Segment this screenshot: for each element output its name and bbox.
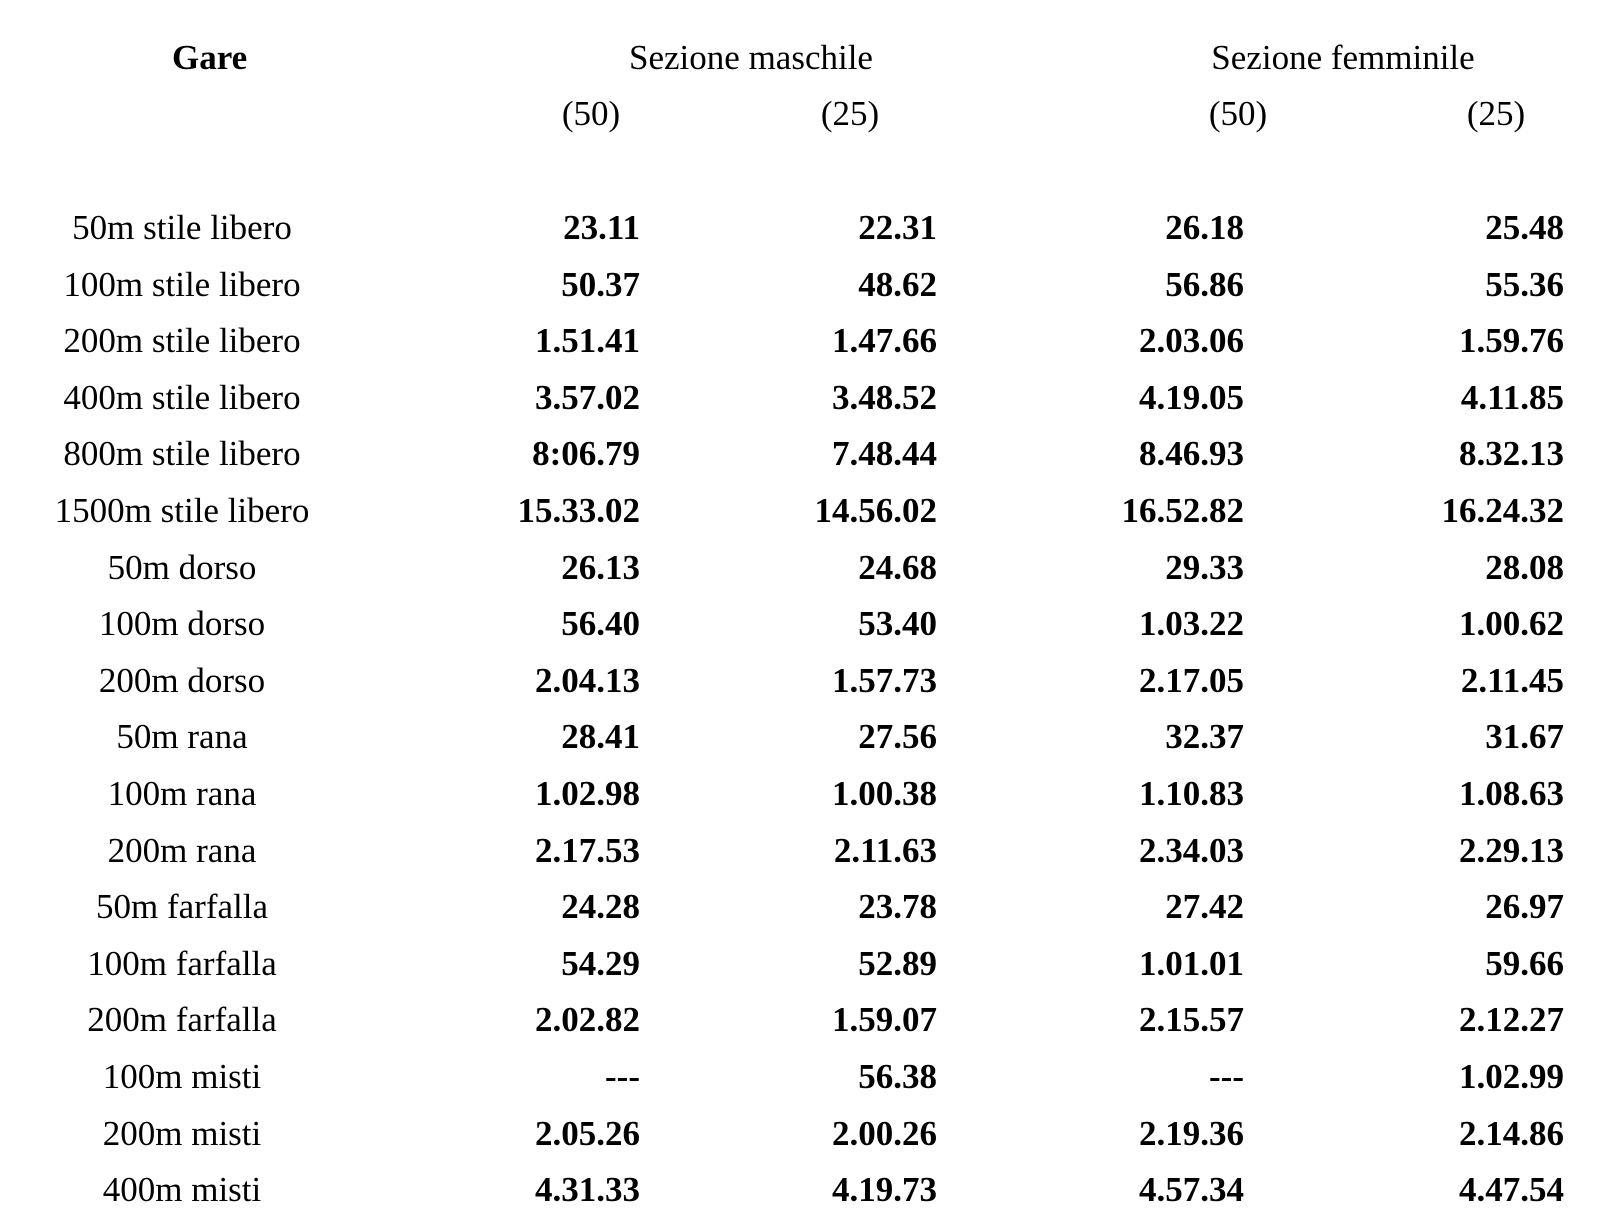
female-50m-pool-time: 32.37 — [1165, 717, 1244, 756]
event-name: 50m dorso — [107, 548, 257, 587]
male-25m-pool-time: 2.00.26 — [832, 1114, 937, 1153]
male-25m-pool-time: 1.47.66 — [832, 321, 937, 360]
table-row — [0, 940, 1620, 988]
event-name: 200m dorso — [98, 661, 266, 700]
table-row — [0, 261, 1620, 309]
female-25m-pool-time: 1.00.62 — [1459, 604, 1564, 643]
event-name: 100m farfalla — [87, 944, 277, 983]
table-row — [0, 770, 1620, 818]
event-name: 50m farfalla — [96, 887, 268, 926]
event-name: 1500m stile libero — [54, 491, 310, 530]
event-name: 200m farfalla — [87, 1000, 277, 1039]
male-section-header: Sezione maschile — [629, 38, 873, 77]
table-row — [0, 657, 1620, 705]
female-50m-pool-time: 16.52.82 — [1121, 491, 1244, 530]
female-50m-pool-time: 1.01.01 — [1139, 944, 1244, 983]
male-pool-25-header: (25) — [820, 94, 880, 133]
table-row — [0, 713, 1620, 761]
female-25m-pool-time: 26.97 — [1485, 887, 1564, 926]
male-50m-pool-time: 1.51.41 — [535, 321, 640, 360]
male-50m-pool-time: 8:06.79 — [532, 434, 640, 473]
female-25m-pool-time: 28.08 — [1485, 548, 1564, 587]
male-50m-pool-time: 23.11 — [563, 208, 640, 247]
table-row — [0, 827, 1620, 875]
male-25m-pool-time: 3.48.52 — [832, 378, 937, 417]
male-25m-pool-time: 52.89 — [858, 944, 937, 983]
male-25m-pool-time: 22.31 — [858, 208, 937, 247]
female-50m-pool-time: 2.15.57 — [1139, 1000, 1244, 1039]
table-row — [0, 600, 1620, 648]
event-name: 50m stile libero — [72, 208, 292, 247]
male-25m-pool-time: 14.56.02 — [814, 491, 937, 530]
female-50m-pool-time: 26.18 — [1165, 208, 1244, 247]
female-50m-pool-time: 2.17.05 — [1139, 661, 1244, 700]
male-25m-pool-time: 1.57.73 — [832, 661, 937, 700]
male-25m-pool-time: 23.78 — [858, 887, 937, 926]
female-50m-pool-time: 1.03.22 — [1139, 604, 1244, 643]
female-pool-50-header: (50) — [1208, 94, 1268, 133]
male-50m-pool-time: 15.33.02 — [517, 491, 640, 530]
male-50m-pool-time: 26.13 — [561, 548, 640, 587]
female-25m-pool-time: 59.66 — [1485, 944, 1564, 983]
female-25m-pool-time: 1.59.76 — [1459, 321, 1564, 360]
female-50m-pool-time: 2.19.36 — [1139, 1114, 1244, 1153]
female-25m-pool-time: 2.11.45 — [1460, 661, 1564, 700]
female-50m-pool-time: 27.42 — [1165, 887, 1244, 926]
event-name: 50m rana — [116, 717, 248, 756]
table-row — [0, 317, 1620, 365]
male-25m-pool-time: 4.19.73 — [832, 1170, 937, 1209]
female-50m-pool-time: 4.57.34 — [1139, 1170, 1244, 1209]
male-50m-pool-time: 24.28 — [561, 887, 640, 926]
female-25m-pool-time: 16.24.32 — [1441, 491, 1564, 530]
female-50m-pool-time: 2.34.03 — [1139, 831, 1244, 870]
female-25m-pool-time: 2.29.13 — [1459, 831, 1564, 870]
male-pool-50-header: (50) — [561, 94, 621, 133]
table-row — [0, 1053, 1620, 1101]
female-50m-pool-time: 4.19.05 — [1139, 378, 1244, 417]
male-25m-pool-time: 48.62 — [858, 265, 937, 304]
male-25m-pool-time: 27.56 — [858, 717, 937, 756]
female-25m-pool-time: 4.47.54 — [1459, 1170, 1564, 1209]
male-50m-pool-time: 50.37 — [561, 265, 640, 304]
male-25m-pool-time: 7.48.44 — [832, 434, 937, 473]
table-row — [0, 544, 1620, 592]
male-50m-pool-time: 54.29 — [561, 944, 640, 983]
male-50m-pool-time: 2.02.82 — [535, 1000, 640, 1039]
table-row — [0, 883, 1620, 931]
female-50m-pool-time: 29.33 — [1165, 548, 1244, 587]
male-50m-pool-time: 2.05.26 — [535, 1114, 640, 1153]
male-25m-pool-time: 2.11.63 — [833, 831, 937, 870]
male-25m-pool-time: 1.00.38 — [832, 774, 937, 813]
event-name: 200m misti — [102, 1114, 262, 1153]
male-25m-pool-time: 1.59.07 — [832, 1000, 937, 1039]
event-name: 400m misti — [102, 1170, 262, 1209]
female-50m-pool-time: 1.10.83 — [1139, 774, 1244, 813]
male-25m-pool-time: 53.40 — [858, 604, 937, 643]
female-section-header: Sezione femminile — [1211, 38, 1475, 77]
female-50m-pool-time: 8.46.93 — [1139, 434, 1244, 473]
table-row — [0, 487, 1620, 535]
male-50m-pool-time: 3.57.02 — [535, 378, 640, 417]
male-50m-pool-time: 56.40 — [561, 604, 640, 643]
female-25m-pool-time: 1.08.63 — [1459, 774, 1564, 813]
event-name: 100m misti — [102, 1057, 262, 1096]
table-row — [0, 1166, 1620, 1214]
male-50m-pool-time: 2.04.13 — [535, 661, 640, 700]
female-25m-pool-time: 8.32.13 — [1459, 434, 1564, 473]
female-50m-pool-time: 56.86 — [1165, 265, 1244, 304]
female-50m-pool-time: 2.03.06 — [1139, 321, 1244, 360]
event-name: 100m rana — [107, 774, 257, 813]
table-row — [0, 374, 1620, 422]
event-name: 800m stile libero — [63, 434, 301, 473]
female-pool-25-header: (25) — [1466, 94, 1526, 133]
male-25m-pool-time: 24.68 — [858, 548, 937, 587]
event-name: 100m dorso — [98, 604, 266, 643]
female-25m-pool-time: 1.02.99 — [1459, 1057, 1564, 1096]
male-50m-pool-time: --- — [605, 1057, 640, 1096]
event-name: 200m rana — [107, 831, 257, 870]
male-50m-pool-time: 4.31.33 — [535, 1170, 640, 1209]
male-25m-pool-time: 56.38 — [858, 1057, 937, 1096]
female-25m-pool-time: 2.12.27 — [1459, 1000, 1564, 1039]
female-50m-pool-time: --- — [1209, 1057, 1244, 1096]
event-name: 100m stile libero — [63, 265, 301, 304]
table-row — [0, 204, 1620, 252]
events-column-header: Gare — [172, 38, 248, 77]
event-name: 400m stile libero — [63, 378, 301, 417]
male-50m-pool-time: 1.02.98 — [535, 774, 640, 813]
female-25m-pool-time: 4.11.85 — [1460, 378, 1564, 417]
female-25m-pool-time: 55.36 — [1485, 265, 1564, 304]
table-row — [0, 430, 1620, 478]
table-row — [0, 996, 1620, 1044]
female-25m-pool-time: 25.48 — [1485, 208, 1564, 247]
female-25m-pool-time: 31.67 — [1485, 717, 1564, 756]
female-25m-pool-time: 2.14.86 — [1459, 1114, 1564, 1153]
event-name: 200m stile libero — [63, 321, 301, 360]
male-50m-pool-time: 28.41 — [561, 717, 640, 756]
table-row — [0, 1110, 1620, 1158]
male-50m-pool-time: 2.17.53 — [535, 831, 640, 870]
